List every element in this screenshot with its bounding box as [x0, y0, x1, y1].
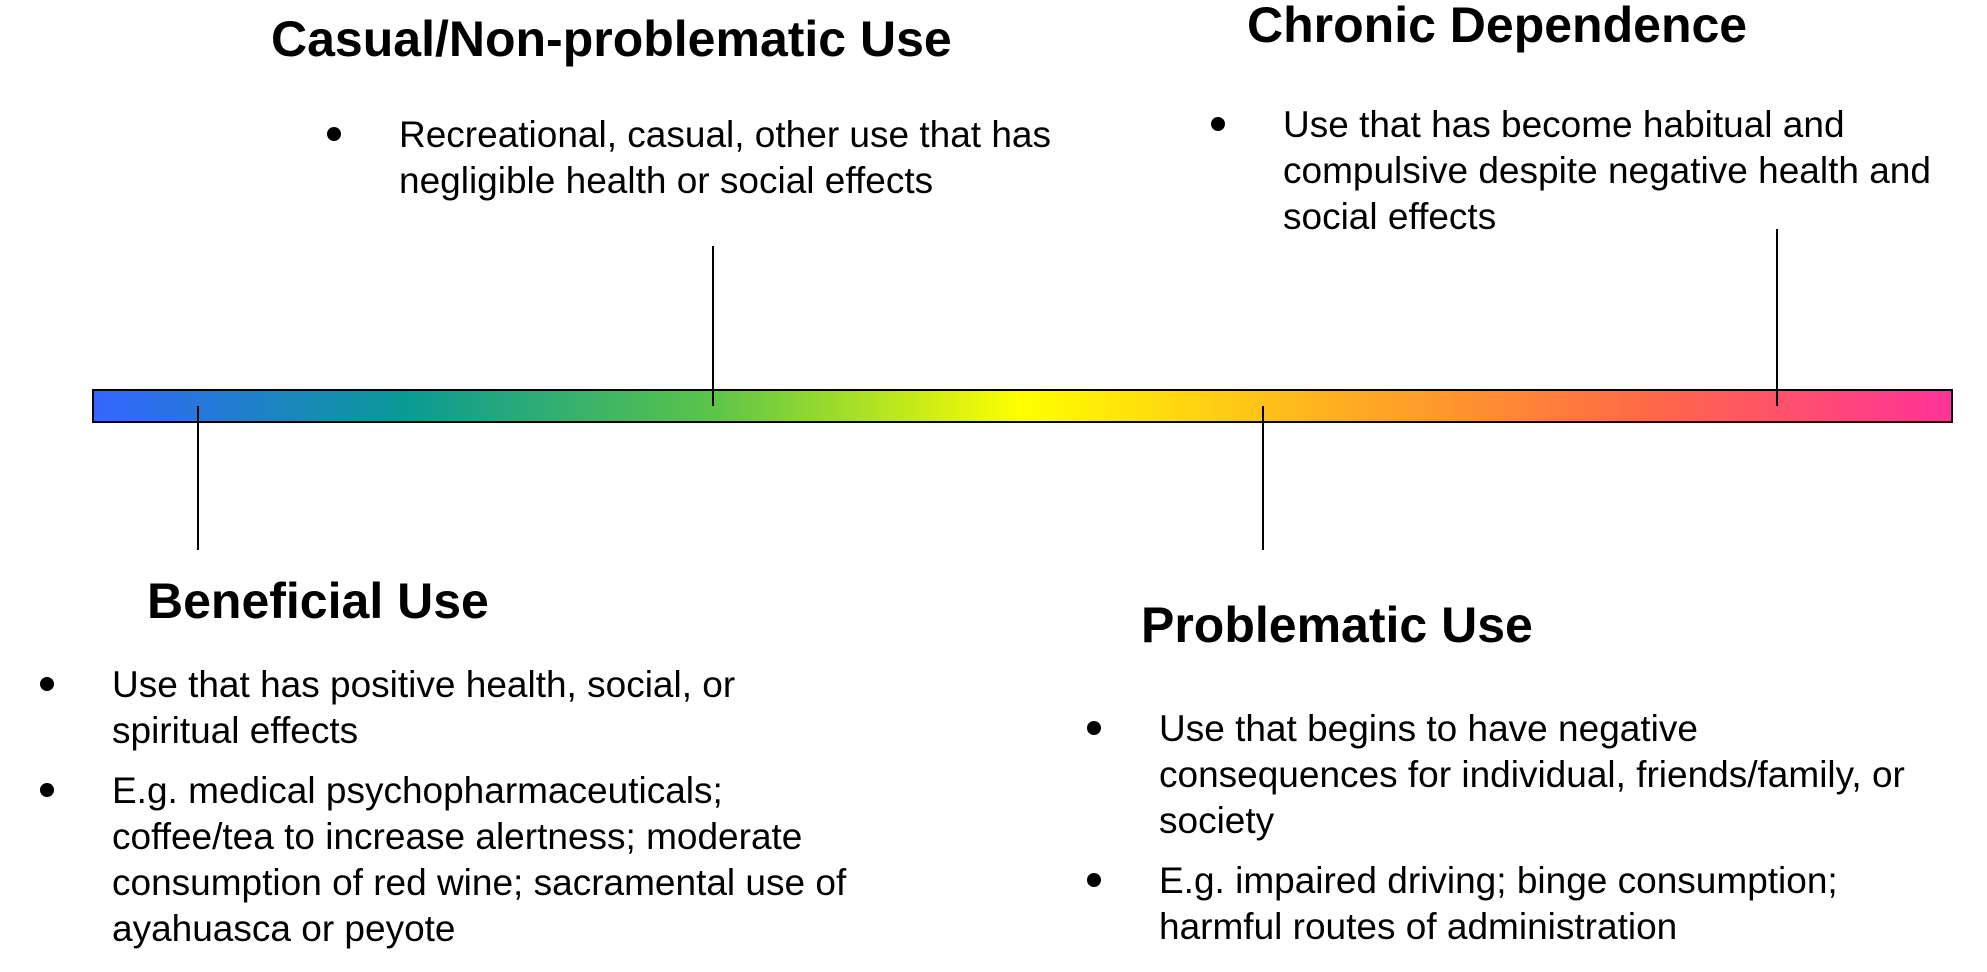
- problematic-bullet-1: Use that begins to have negative consequences for individual, friends/family, or society: [1087, 706, 1937, 844]
- beneficial-connector: [197, 406, 199, 550]
- beneficial-title: Beneficial Use: [147, 573, 489, 629]
- chronic-bullet-1: Use that has become habitual and compulsive despite negative health and social effects: [1211, 102, 1987, 240]
- beneficial-bullet-2: E.g. medical psychopharmaceuticals; coffee/tea to increase alertness; moderate consumption of red wine; sacramental use of ayahuasca or peyote: [40, 768, 860, 952]
- problematic-bullets: [1087, 706, 1937, 964]
- casual-bullets: [327, 112, 1057, 218]
- spectrum-bar: [92, 389, 1953, 423]
- casual-connector: [712, 246, 714, 406]
- chronic-title: Chronic Dependence: [1247, 0, 1748, 53]
- chronic-connector: [1776, 229, 1778, 406]
- problematic-title: Problematic Use: [1141, 597, 1533, 653]
- beneficial-bullet-1: Use that has positive health, social, or spiritual effects: [40, 662, 860, 754]
- casual-title: Casual/Non-problematic Use: [271, 11, 952, 67]
- casual-bullet-1: Recreational, casual, other use that has negligible health or social effects: [327, 112, 1057, 204]
- problematic-bullet-2: E.g. impaired driving; binge consumption; harmful routes of administration: [1087, 858, 1937, 950]
- beneficial-bullets: [40, 662, 860, 966]
- problematic-connector: [1262, 406, 1264, 550]
- chronic-bullets: [1211, 102, 1987, 254]
